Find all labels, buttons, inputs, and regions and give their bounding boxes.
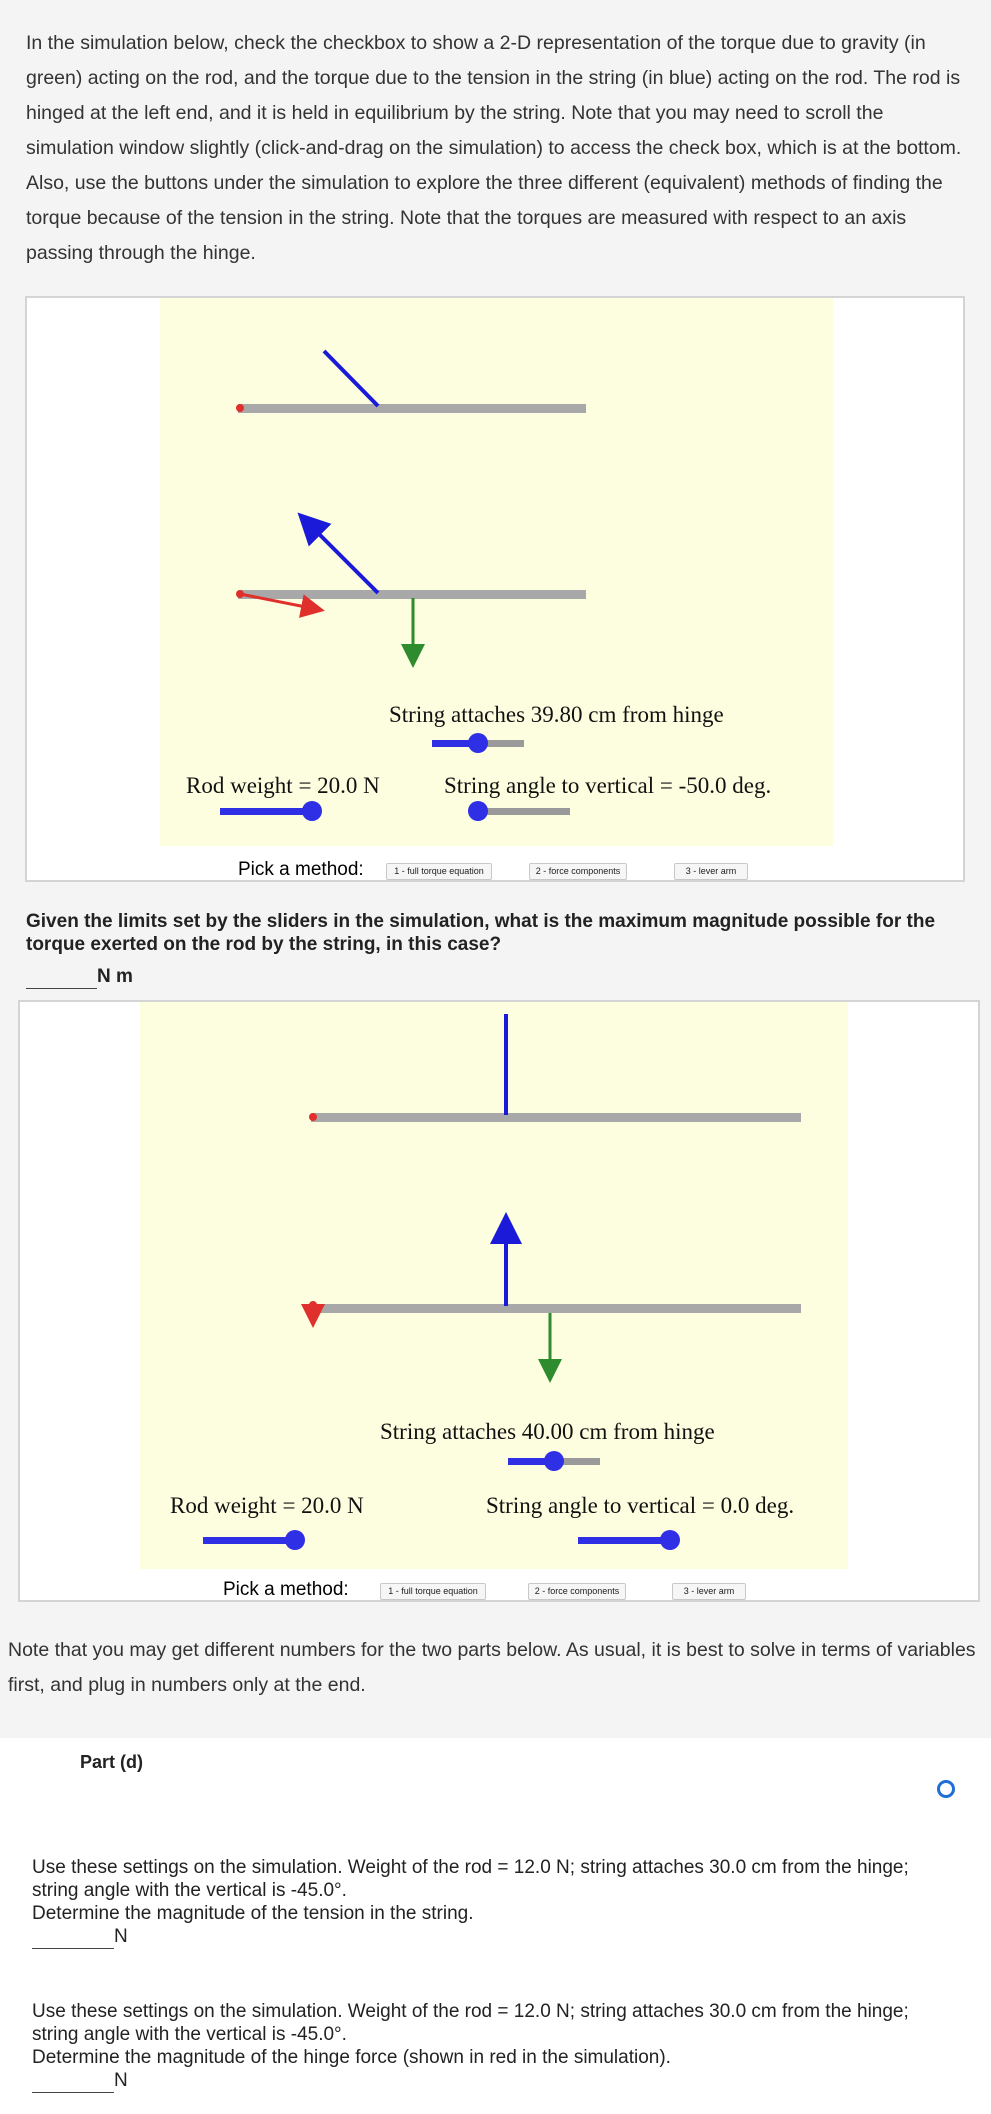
part-card [0,1738,991,2114]
max-torque-answer-blank[interactable] [26,965,97,989]
sim2-angle-label: String angle to vertical = 0.0 deg. [486,1493,795,1518]
weight-slider-2-knob [285,1530,305,1550]
part-q2-text: Use these settings on the simulation. Weight of the rod = 12.0 N; string attaches 30.0 cm from the hinge; string angle with the vertical is -45.0°. [32,2001,909,2045]
rod-forces [238,590,586,599]
sim1-method-3-button[interactable]: 3 - lever arm [674,863,748,880]
sim2-method-3-button[interactable]: 3 - lever arm [672,1583,746,1600]
sim2-pick-label: Pick a method: [223,1579,349,1600]
sim2-weight-label: Rod weight = 20.0 N [170,1493,364,1518]
hinge-forces [236,590,244,598]
attach-slider[interactable] [432,733,524,753]
part-q1-answer-blank[interactable] [32,1925,114,1949]
sim2-method-1-button[interactable]: 1 - full torque equation [380,1583,486,1600]
simulation-2-diagram [140,1002,848,1569]
simulation-2-canvas[interactable] [140,1002,848,1569]
part-q2-answer-row [32,2069,128,2093]
part-q1-text: Use these settings on the simulation. Weight of the rod = 12.0 N; string attaches 30.0 cm from the hinge; string angle with the vertical is -45.0°. [32,1857,909,1901]
max-torque-answer-row [26,965,133,989]
sim2-attach-label: String attaches 40.00 cm from hinge [380,1419,715,1444]
simulation-1-diagram [160,298,833,846]
sim1-attach-label: String attaches 39.80 cm from hinge [389,702,724,727]
weight-slider-knob [302,801,322,821]
sim1-method-1-button[interactable]: 1 - full torque equation [386,863,492,880]
rod-top-2 [311,1113,801,1122]
hinge-forces-2 [309,1301,317,1309]
part-q2-unit: N [114,2070,128,2091]
simulation-1-canvas[interactable] [160,298,833,846]
sim1-pick-label: Pick a method: [238,859,364,880]
angle-slider-knob [468,801,488,821]
note-text: Note that you may get different numbers for the two parts below. As usual, it is best to solve in terms of variables first, and plug in numbers only at the end. [8,1639,976,1696]
hinge-top-2 [309,1113,317,1121]
hinge-top [236,404,244,412]
sim2-method-2-button[interactable]: 2 - force components [528,1583,626,1600]
weight-slider-2-fill [203,1537,295,1544]
string-top [324,351,378,406]
weight-slider[interactable] [220,801,322,821]
attach-slider-2-knob [544,1451,564,1471]
sim1-method-2-button[interactable]: 2 - force components [529,863,627,880]
angle-slider-2-knob [660,1530,680,1550]
sim1-weight-label: Rod weight = 20.0 N [186,773,380,798]
weight-slider-2[interactable] [203,1530,305,1550]
attach-slider-2[interactable] [508,1451,600,1471]
angle-slider-2-fill [578,1537,670,1544]
rod-top [238,404,586,413]
sim1-angle-label: String angle to vertical = -50.0 deg. [444,773,772,798]
part-q1-answer-row [32,1925,128,1949]
part-q1-unit: N [114,1926,128,1947]
part-radio-icon[interactable] [937,1780,955,1798]
max-torque-question: Given the limits set by the sliders in the simulation, what is the maximum magnitude possible for the torque exerted on the rod by the string, in this case? [26,911,936,955]
weight-slider-fill [220,808,312,815]
angle-slider[interactable] [468,801,570,821]
simulation-2-frame [18,1000,980,1602]
part-q1-ask: Determine the magnitude of the tension in the string. [32,1903,474,1924]
rod-forces-2 [311,1304,801,1313]
attach-slider-knob [468,733,488,753]
part-q2-answer-blank[interactable] [32,2069,114,2093]
tension-arrow [306,521,378,593]
part-q2-ask: Determine the magnitude of the hinge force (shown in red in the simulation). [32,2047,671,2068]
max-torque-unit: N m [97,966,133,987]
simulation-1-frame [25,296,965,882]
part-label: Part (d) [80,1752,143,1772]
intro-text: In the simulation below, check the checkbox to show a 2-D representation of the torque due to gravity (in green) acting on the rod, and the torque due to the tension in the string (in blue) acting on the rod. The rod is hinged at the left end, and it is held in equilibrium by the string. Note that you may need to scroll the simulation window slightly (click-and-drag on the simulation) to access the check box, which is at the bottom. Also, use the buttons under the simulation to explore the three different (equivalent) methods of finding the torque because of the tension in the string. Note that the torques are measured with respect to an axis passing through the hinge. [26,32,962,264]
angle-slider-2[interactable] [578,1530,680,1550]
